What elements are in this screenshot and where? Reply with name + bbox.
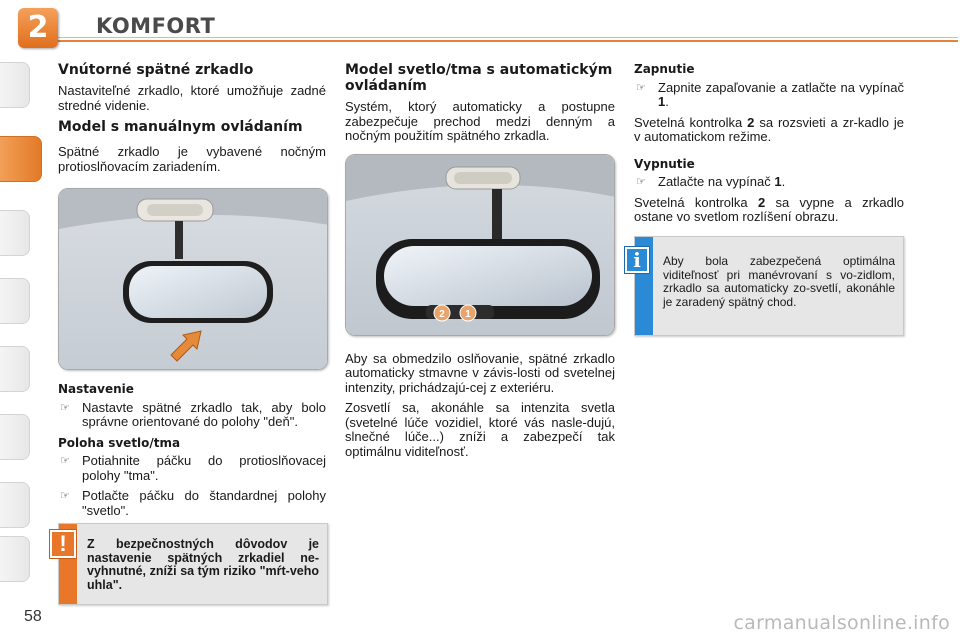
column-middle [345,62,615,465]
chapter-tab[interactable] [0,210,30,256]
paragraph-auto-darken: Aby sa obmedzilo oslňovanie, spätné zrkadlo automaticky stmavne v závis-losti od svetelnej intenzity, prichádzajú-cej z exteriéru. [345,350,615,395]
info-icon: i [625,247,649,273]
subheading-switch-off: Vypnutie [634,156,695,171]
paragraph-mirror-intro: Nastaviteľné zrkadlo, ktoré umožňuje zadné stredné videnie. [58,83,326,113]
paragraph-manual-intro: Spätné zrkadlo je vybavené nočným protioslňovacím zariadením. [58,144,326,174]
chapter-badge: 2 [18,8,58,48]
chapter-title: KOMFORT [96,14,216,38]
warning-callout [58,523,328,605]
subheading-adjustment: Nastavenie [58,382,134,396]
pointing-hand-icon: ☞ [60,401,70,414]
exclamation-icon: ! [50,530,76,558]
list-item [58,489,326,518]
chapter-tab[interactable] [0,414,30,460]
info-callout [634,236,904,336]
list-item-text: Zatlačte na vypínač 1. [658,174,786,189]
subheading-switch-on: Zapnutie [634,62,695,76]
paragraph-switch-on: Svetelná kontrolka 2 sa rozsvieti a zr-kadlo je v automatickom režime. [634,114,904,144]
list-item [634,81,904,110]
pointing-hand-icon: ☞ [636,81,646,94]
automatic-mirror-photo [345,154,615,336]
paragraph-auto-brighten: Zosvetlí sa, akonáhle sa intenzita svetla (svetelné lúče vozidiel, ktoré vás nasle-dujú, slnečné lúče...) zníži a zabezpečí tak optimálnu viditeľnosť. [345,400,615,459]
chapter-tab[interactable] [0,278,30,324]
pointing-hand-icon: ☞ [60,455,70,467]
list-item [58,401,326,430]
info-text: Aby bola zabezpečená optimálna viditeľnosť pri manévrovaní s vo-zidlom, zrkadlo sa automaticky zo-svetlí, akonáhle je zaradený spätný chod. [663,254,895,309]
chapter-tab[interactable] [0,536,30,582]
list-item [58,454,326,483]
chapter-tab-active[interactable] [0,136,42,182]
section-title-mirror: Vnútorné spätné zrkadlo [58,62,254,78]
chapter-tabs [0,62,40,582]
chapter-tab[interactable] [0,346,30,392]
chapter-tab[interactable] [0,62,30,108]
paragraph-automatic-intro: Systém, ktorý automaticky a postupne zabezpečuje prechod medzi denným a nočným použitím spätného zrkadla. [345,99,615,143]
manual-mirror-photo [58,188,328,370]
list-item-text: Potlačte páčku do štandardnej polohy "svetlo". [82,488,326,518]
pointing-hand-icon: ☞ [636,176,646,188]
page-number: 58 [24,608,42,625]
section-title-manual: Model s manuálnym ovládaním [58,119,303,135]
column-right [634,62,904,231]
photo-label-2: 2 [439,308,445,320]
photo-label-1: 1 [465,308,471,320]
header-rule [58,40,958,42]
list-item-text: Potiahnite páčku do protioslňovacej polohy "tma". [82,453,326,483]
chapter-tab[interactable] [0,482,30,528]
list-item-text: Nastavte spätné zrkadlo tak, aby bolo správne orientované do polohy "deň". [82,399,326,429]
pointing-hand-icon: ☞ [60,490,70,502]
warning-text: Z bezpečnostných dôvodov je nastavenie spätných zrkadiel ne-vyhnutné, zníži sa tým riziko "mŕt-veho uhla". [87,537,319,592]
column-left [58,62,326,524]
section-title-automatic: Model svetlo/tma s automatickým ovládaním [345,62,613,94]
watermark: carmanualsonline.info [733,612,950,634]
paragraph-switch-off: Svetelná kontrolka 2 sa vypne a zrkadlo ostane vo svetlom rozlíšení obrazu. [634,194,904,224]
list-item [634,175,904,190]
list-item-text: Zapnite zapaľovanie a zatlačte na vypínač 1. [658,79,904,109]
subheading-day-night: Poloha svetlo/tma [58,435,181,450]
